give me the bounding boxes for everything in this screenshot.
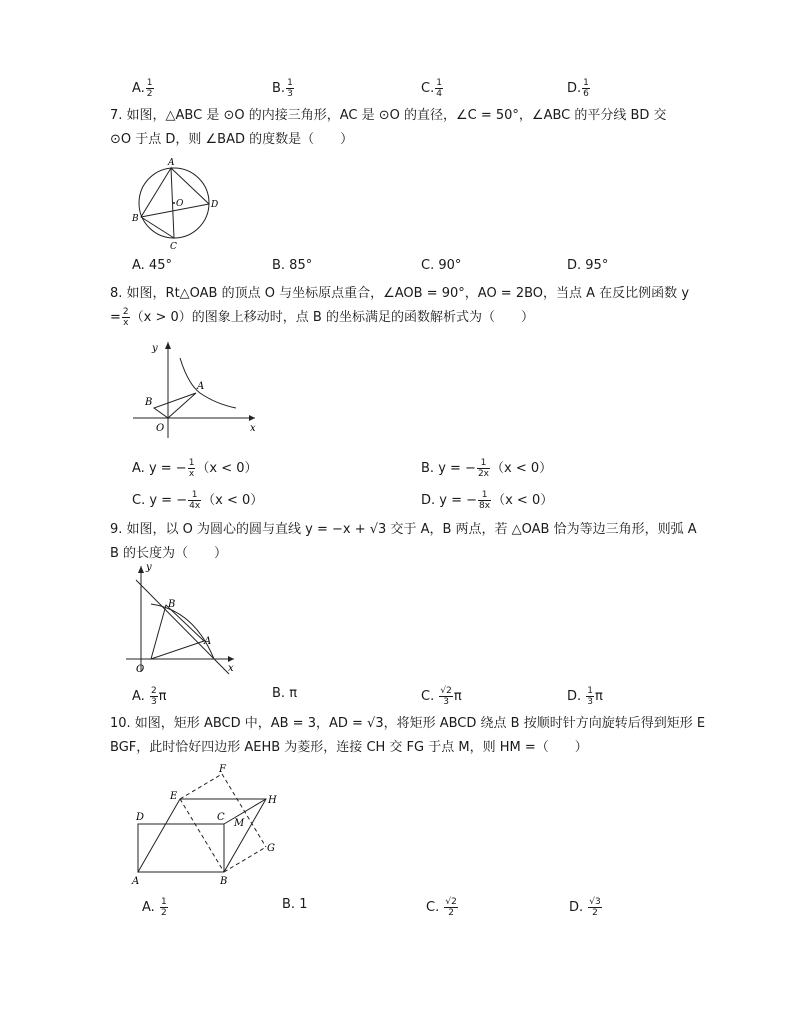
fraction: $\frac{1}{2}$ — [146, 78, 153, 99]
q9-option-c: C. $\frac{√2}{3}$ π — [421, 686, 462, 707]
label-b: B — [145, 397, 153, 408]
label-f: F — [219, 764, 226, 775]
label-m: M — [234, 818, 245, 829]
label-x: x — [228, 663, 234, 674]
question-9-text: 9. 如图，以 O 为圆心的圆与直线 y = −x + √3 交于 A，B 两点，若 △OAB 恰为等边三角形，则弧 A B 的长度为（ ） — [110, 522, 697, 561]
label-h: H — [268, 795, 277, 806]
label-y: y — [152, 343, 158, 354]
q10-option-b: B. 1 — [282, 897, 308, 912]
q9-option-b: B. π — [272, 686, 298, 701]
q7-option-c: C. 90° — [421, 258, 462, 273]
label-o: O — [156, 423, 165, 434]
q6-option-c: C. $\frac{1}{4}$ — [421, 78, 442, 99]
question-10-figure — [128, 762, 284, 890]
q6-option-b: B. $\frac{1}{3}$ — [272, 78, 293, 99]
fraction: $\frac{2}{x}$ — [122, 307, 129, 328]
fraction: $\frac{1}{3}$ — [287, 78, 293, 99]
q8-option-d: D. y = − $\frac{1}{8x}$ （x < 0） — [421, 490, 554, 511]
label-d: D — [211, 200, 219, 210]
q8-option-a: A. y = − $\frac{1}{x}$ （x < 0） — [132, 458, 258, 479]
question-8-figure — [130, 338, 262, 440]
question-10-text: 10. 如图，矩形 ABCD 中，AB = 3，AD = √3，将矩形 ABCD 绕点 B 按顺时针方向旋转后得到矩形 E BGF，此时恰好四边形 AEHB 为菱形，连接 CH 交 FG 于点 M，则 HM =（ ） — [110, 716, 706, 755]
fraction: $\frac{1}{6}$ — [583, 78, 589, 99]
question-7-figure — [128, 158, 224, 250]
question-8-text: 8. 如图，Rt△OAB 的顶点 O 与坐标原点重合，∠AOB = 90°，AO = 2BO，当点 A 在反比例函数 y = $\frac{2}{x}$ （x > 0）的图象上移动时，点 B 的坐标满足的函数解析式为（ ） — [110, 286, 690, 328]
label-o: O — [136, 664, 145, 675]
label-g: G — [267, 843, 275, 854]
q7-option-a: A. 45° — [132, 258, 172, 273]
label-y: y — [146, 562, 152, 573]
label-b: B — [168, 599, 176, 610]
q8-option-c: C. y = − $\frac{1}{4x}$ （x < 0） — [132, 490, 264, 511]
q9-option-d: D. $\frac{1}{3}$ π — [567, 686, 603, 707]
question-9-figure — [124, 560, 242, 676]
q6-option-a: A. $\frac{1}{2}$ — [132, 78, 153, 99]
label-c: C — [170, 242, 177, 250]
label-a: A — [168, 158, 175, 168]
q9-option-a: A. $\frac{2}{3}$ π — [132, 686, 167, 707]
q10-option-d: D. $\frac{√3}{2}$ — [569, 897, 601, 918]
label-a: A — [132, 876, 140, 887]
q7-option-d: D. 95° — [567, 258, 609, 273]
q8-option-b: B. y = − $\frac{1}{2x}$ （x < 0） — [421, 458, 553, 479]
label-a: A — [197, 381, 205, 392]
label-d: D — [136, 812, 145, 823]
question-7-text: 7. 如图，△ABC 是 ⊙O 的内接三角形，AC 是 ⊙O 的直径，∠C = 50°，∠ABC 的平分线 BD 交 ⊙O 于点 D，则 ∠BAD 的度数是（ ） — [110, 108, 667, 147]
label-b: B — [132, 214, 139, 224]
q7-option-b: B. 85° — [272, 258, 313, 273]
label-o: O — [176, 199, 184, 209]
label-x: x — [250, 423, 256, 434]
label-e: E — [170, 791, 178, 802]
q10-option-a: A. $\frac{1}{2}$ — [142, 897, 167, 918]
label-a: A — [204, 636, 212, 647]
label-b: B — [220, 876, 228, 887]
q10-option-c: C. $\frac{√2}{2}$ — [426, 897, 457, 918]
q6-option-d: D. $\frac{1}{6}$ — [567, 78, 589, 99]
label-c: C — [217, 812, 225, 823]
fraction: $\frac{1}{4}$ — [436, 78, 442, 99]
